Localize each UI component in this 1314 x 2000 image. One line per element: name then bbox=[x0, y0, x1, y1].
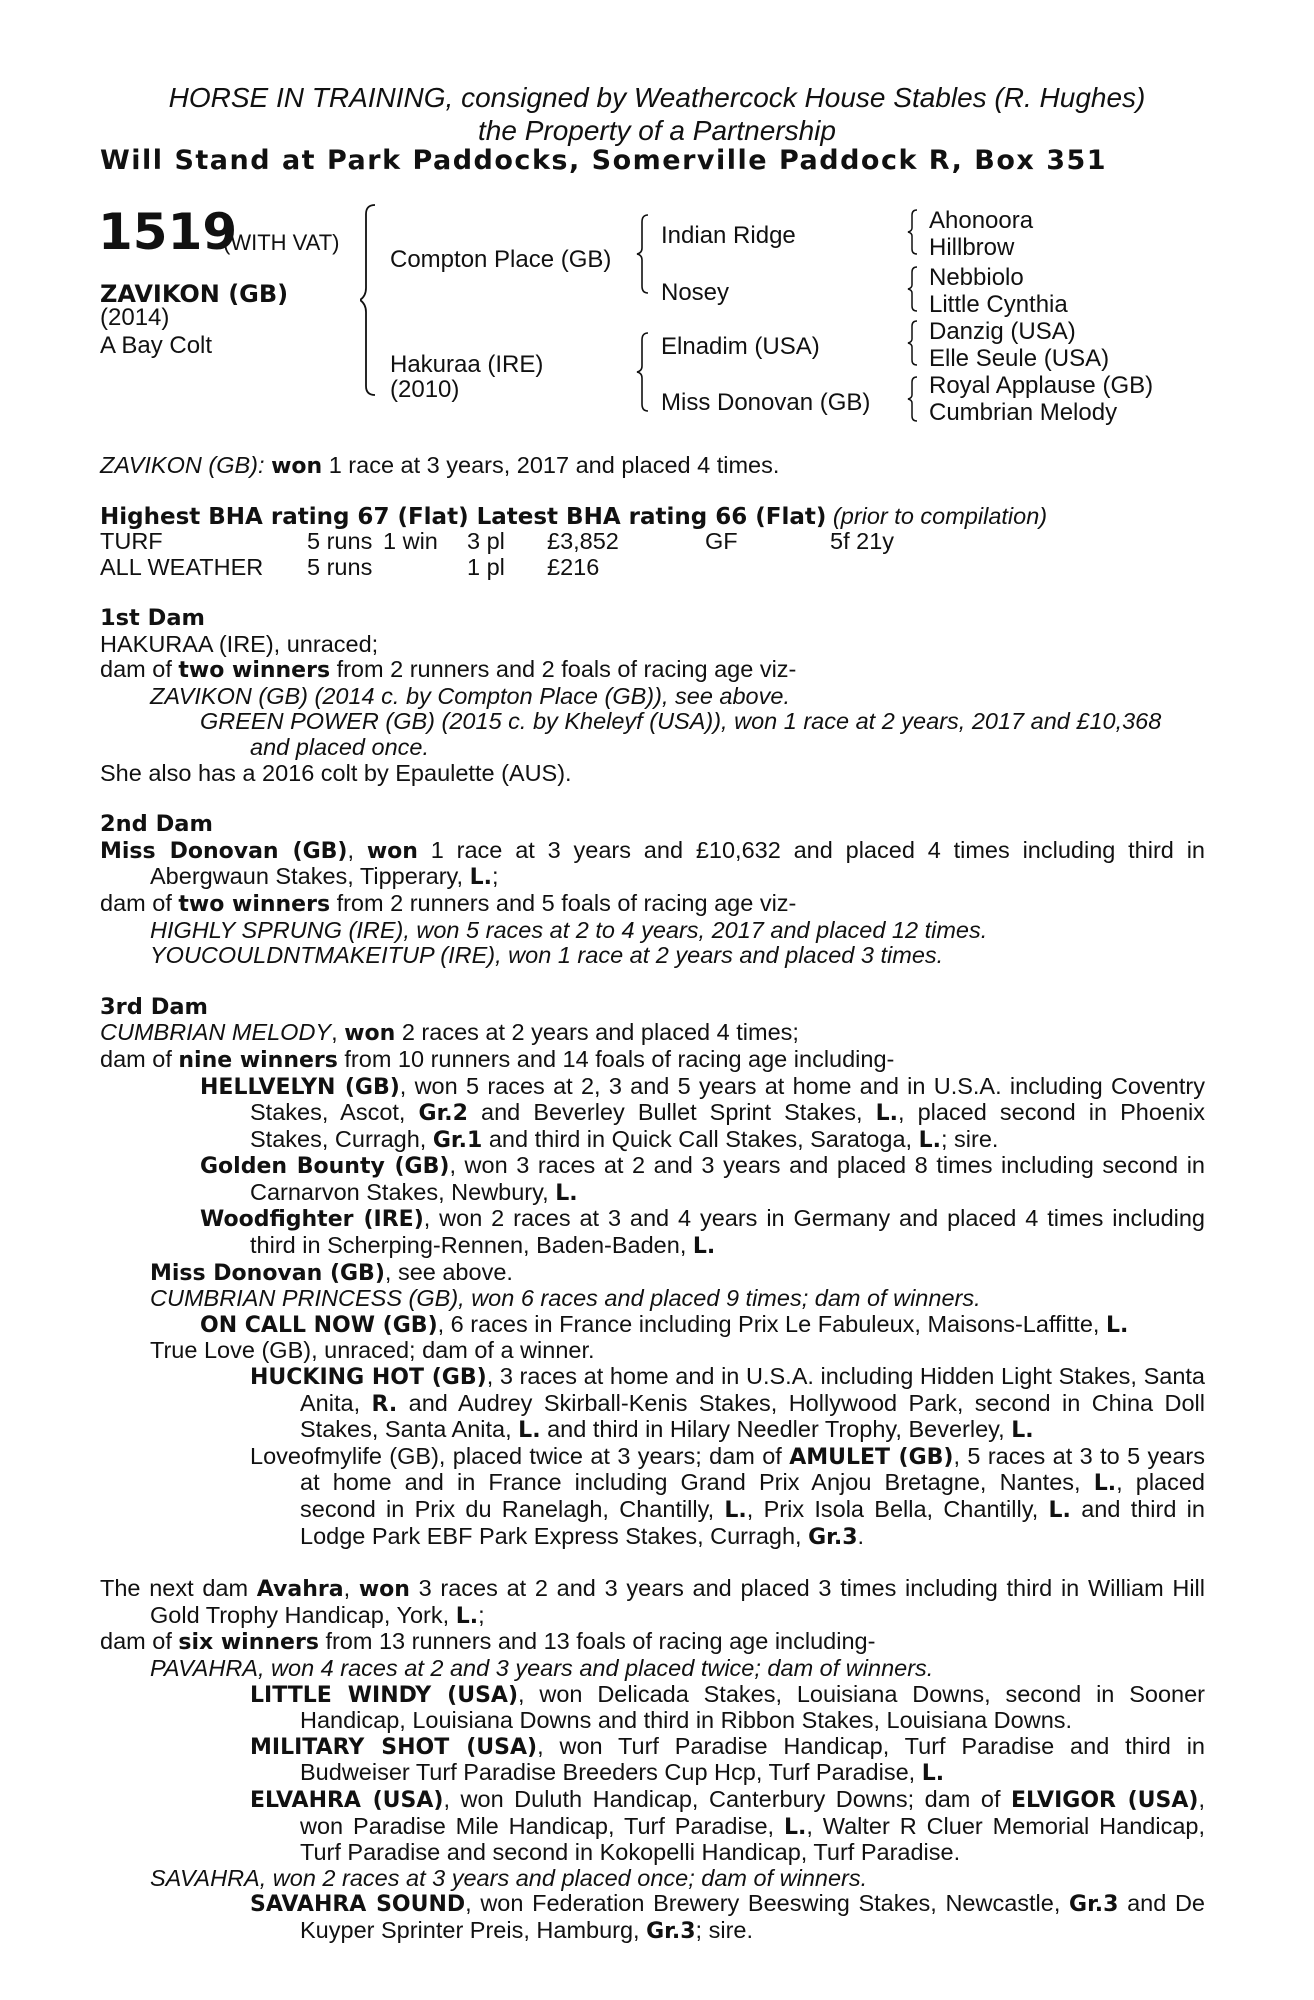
pedigree-g3-8: Cumbrian Melody bbox=[929, 399, 1118, 426]
text: , placed second in Phoenix Stakes, Curragh, bbox=[250, 1099, 1206, 1152]
text-bold: L. bbox=[783, 1814, 807, 1840]
first-dam-line: HAKURAA (IRE), unraced; bbox=[100, 630, 379, 657]
text-bold: ELVAHRA (USA) bbox=[250, 1787, 444, 1813]
summary-colon: : bbox=[258, 452, 265, 478]
text: and Audrey Skirball-Kenis Stakes, Hollywood Park, second in China Doll Stakes, Santa Anita, bbox=[300, 1389, 1205, 1443]
record-row-turf bbox=[100, 529, 894, 555]
pedigree-dam-sire: Elnadim (USA) bbox=[661, 333, 820, 360]
text-bold: nine winners bbox=[178, 1047, 338, 1073]
text: and Beverley Bullet Sprint Stakes, bbox=[467, 1099, 876, 1126]
second-dam-line bbox=[100, 838, 1205, 891]
pedigree-g3-6: Elle Seule (USA) bbox=[929, 345, 1110, 372]
text: 1 race at 3 years and £10,632 and placed 4 times including third in Abergwaun Stakes, Tipperary, bbox=[150, 836, 1205, 890]
text-bold: ON CALL NOW (GB) bbox=[200, 1312, 438, 1338]
pedigree-g3-4: Little Cynthia bbox=[929, 291, 1068, 318]
text: . bbox=[857, 1522, 865, 1549]
text: , bbox=[347, 836, 367, 863]
text-bold: Miss Donovan (GB) bbox=[100, 838, 348, 864]
text: , bbox=[331, 1019, 345, 1046]
record-placed: 3 pl bbox=[467, 528, 505, 554]
record-row-all-weather bbox=[100, 555, 894, 581]
second-dam-heading: 2nd Dam bbox=[100, 811, 213, 838]
text: from 10 runners and 14 foals of racing age including- bbox=[337, 1045, 895, 1072]
racing-record bbox=[100, 529, 894, 580]
text-bold: L. bbox=[921, 1761, 945, 1787]
text-bold: Gr.1 bbox=[432, 1127, 483, 1153]
next-dam-produce-line bbox=[100, 1629, 1205, 1656]
first-dam-produce-line bbox=[100, 657, 1205, 684]
text: dam of bbox=[100, 1628, 179, 1655]
horse-year: (2014) bbox=[100, 304, 170, 331]
pedigree-brace-g3-1 bbox=[906, 207, 920, 257]
text: ; sire. bbox=[940, 1125, 999, 1152]
text: , won Delicada Stakes, Louisiana Downs, second in Sooner Handicap, Louisiana Downs and third in Ribbon Stakes, Louisiana Downs. bbox=[300, 1680, 1205, 1734]
text-bold: Woodfighter (IRE) bbox=[200, 1207, 424, 1233]
summary-rest: 1 race at 3 years, 2017 and placed 4 times. bbox=[322, 452, 780, 478]
text-bold: Gr.2 bbox=[418, 1101, 468, 1127]
race-summary bbox=[100, 452, 779, 479]
text: , bbox=[343, 1575, 359, 1602]
record-runs: 5 runs bbox=[307, 528, 373, 554]
text: , 6 races in France including Prix Le Fabuleux, Maisons-Laffitte, bbox=[437, 1310, 1106, 1337]
text-bold: L. bbox=[555, 1180, 578, 1206]
pedigree-notes bbox=[100, 606, 1205, 1945]
third-dam-grandfoal-hucking-hot bbox=[100, 1364, 1205, 1444]
text: , won Turf Paradise Handicap, Turf Paradise and third in Budweiser Turf Paradise Breeders Cup Hcp, Turf Paradise, bbox=[300, 1732, 1205, 1786]
pedigree-g3-7: Royal Applause (GB) bbox=[929, 372, 1154, 399]
second-dam-foal-1: HIGHLY SPRUNG (IRE), won 5 races at 2 to 4 years, 2017 and placed 12 times. bbox=[150, 916, 988, 943]
first-dam-heading: 1st Dam bbox=[100, 605, 205, 631]
record-going: GF bbox=[705, 528, 738, 554]
pedigree-sire-dam: Nosey bbox=[661, 279, 730, 306]
pedigree-sire-sire: Indian Ridge bbox=[661, 222, 796, 249]
text-bold: L. bbox=[1105, 1312, 1129, 1338]
third-dam-grandfoal-on-call-now bbox=[100, 1312, 1205, 1339]
bha-rating bbox=[100, 503, 1047, 530]
second-dam-produce-line bbox=[100, 891, 1205, 918]
text-bold: L. bbox=[518, 1418, 541, 1444]
horse-description: A Bay Colt bbox=[100, 332, 213, 359]
text-bold: ELVIGOR (USA) bbox=[1011, 1787, 1199, 1813]
third-dam-produce-line bbox=[100, 1047, 1205, 1074]
text-bold: L. bbox=[469, 865, 492, 891]
text-bold: Avahra bbox=[256, 1577, 344, 1603]
text: and De Kuyper Sprinter Preis, Hamburg, bbox=[300, 1890, 1205, 1943]
text: Loveofmylife (GB), placed twice at 3 years; dam of bbox=[250, 1442, 790, 1469]
text: and third in Lodge Park EBF Park Express Stakes, Curragh, bbox=[300, 1496, 1205, 1549]
pedigree-dam-year: (2010) bbox=[390, 376, 460, 403]
text-bold: Gr.3 bbox=[1069, 1892, 1119, 1918]
next-dam-grandfoal-elvahra bbox=[100, 1787, 1205, 1866]
text: , placed second in Prix du Ranelagh, Chantilly, bbox=[300, 1469, 1206, 1522]
text-bold: Golden Bounty (GB) bbox=[200, 1154, 450, 1180]
third-dam-foal-miss-donovan bbox=[100, 1260, 1205, 1287]
text: , won 3 races at 2 and 3 years and placed 8 times including second in Carnarvon Stakes, Newbury, bbox=[250, 1152, 1205, 1205]
header-property: the Property of a Partnership bbox=[478, 115, 836, 146]
text: and third in Quick Call Stakes, Saratoga, bbox=[482, 1125, 919, 1152]
text-bold: Gr.3 bbox=[646, 1918, 696, 1944]
text-bold: L. bbox=[455, 1603, 479, 1629]
text: , 3 races at home and in U.S.A. including Hidden Light Stakes, Santa Anita, bbox=[300, 1363, 1205, 1416]
third-dam-foal-true-love: True Love (GB), unraced; dam of a winner. bbox=[150, 1337, 595, 1364]
third-dam-foal-cumbrian-princess: CUMBRIAN PRINCESS (GB), won 6 races and placed 9 times; dam of winners. bbox=[150, 1285, 981, 1312]
text-italic: CUMBRIAN MELODY bbox=[100, 1019, 332, 1046]
third-dam-line bbox=[100, 1020, 1205, 1047]
pedigree-g3-1: Ahonoora bbox=[929, 207, 1034, 234]
text-bold: SAVAHRA SOUND bbox=[250, 1892, 466, 1918]
record-prize: £3,852 bbox=[547, 528, 619, 554]
text: The next dam bbox=[100, 1575, 257, 1602]
pedigree-sire: Compton Place (GB) bbox=[390, 246, 612, 273]
pedigree-brace-sire bbox=[636, 212, 652, 296]
text: dam of bbox=[100, 656, 179, 683]
text-bold: L. bbox=[1011, 1418, 1034, 1444]
pedigree-dam: Hakuraa (IRE) bbox=[390, 351, 544, 378]
text-bold: L. bbox=[918, 1127, 941, 1153]
text-bold: HELLVELYN (GB) bbox=[200, 1074, 400, 1100]
text-bold: won bbox=[366, 838, 418, 864]
pedigree-brace-g3-4 bbox=[906, 374, 920, 424]
horse-name: ZAVIKON (GB) bbox=[100, 280, 289, 308]
text-bold: two winners bbox=[178, 891, 331, 917]
pedigree-g3-5: Danzig (USA) bbox=[929, 318, 1076, 345]
record-distance: 5f 21y bbox=[830, 528, 895, 554]
pedigree-brace-g3-2 bbox=[906, 264, 920, 314]
text: , see above. bbox=[384, 1258, 513, 1285]
summary-won: won bbox=[271, 454, 323, 479]
text: , won Paradise Mile Handicap, Turf Paradise, bbox=[300, 1785, 1205, 1839]
text: ; bbox=[491, 863, 499, 890]
text: 2 races at 2 years and placed 4 times; bbox=[395, 1019, 799, 1046]
text-bold: Miss Donovan (GB) bbox=[150, 1260, 385, 1286]
text-bold: L. bbox=[875, 1101, 898, 1127]
text-bold: won bbox=[358, 1577, 410, 1603]
next-dam-grandfoal-military-shot bbox=[100, 1734, 1205, 1787]
text: , won 5 races at 2, 3 and 5 years at home and in U.S.A. including Coventry Stakes, Ascot, bbox=[250, 1072, 1205, 1126]
text: and third in Hilary Needler Trophy, Beverley, bbox=[540, 1416, 1012, 1443]
text: dam of bbox=[100, 889, 179, 916]
next-dam-line bbox=[100, 1576, 1205, 1629]
next-dam-foal-savahra: SAVAHRA, won 2 races at 3 years and placed once; dam of winners. bbox=[150, 1864, 868, 1891]
text: , won Federation Brewery Beeswing Stakes, Newcastle, bbox=[465, 1890, 1070, 1917]
third-dam-heading: 3rd Dam bbox=[100, 993, 208, 1020]
first-dam-note: She also has a 2016 colt by Epaulette (AUS). bbox=[100, 759, 572, 786]
pedigree-g3-3: Nebbiolo bbox=[929, 264, 1024, 291]
text-bold: L. bbox=[692, 1234, 716, 1260]
text: ; bbox=[478, 1601, 485, 1628]
next-dam-grandfoal-little-windy bbox=[100, 1682, 1205, 1734]
record-surface: ALL WEATHER bbox=[100, 553, 264, 580]
record-going bbox=[705, 555, 830, 581]
third-dam-foal-woodfighter bbox=[100, 1206, 1205, 1259]
text-bold: L. bbox=[1048, 1498, 1071, 1523]
text: , Walter R Cluer Memorial Handicap, Turf Paradise and second in Kokopelli Handicap, Turf Paradise. bbox=[300, 1812, 1205, 1866]
text: ; sire. bbox=[695, 1916, 754, 1943]
text-bold: HUCKING HOT (GB) bbox=[250, 1365, 487, 1391]
text: dam of bbox=[100, 1045, 179, 1072]
record-wins bbox=[383, 555, 467, 581]
record-wins: 1 win bbox=[383, 528, 438, 554]
record-surface: TURF bbox=[100, 528, 163, 554]
record-prize: £216 bbox=[547, 553, 600, 580]
pedigree-brace-g3-3 bbox=[906, 318, 920, 368]
third-dam-foal-hellvelyn bbox=[100, 1074, 1205, 1154]
record-placed: 1 pl bbox=[467, 553, 505, 580]
text: , won Duluth Handicap, Canterbury Downs; dam of bbox=[443, 1785, 1012, 1812]
bha-rating-text: Highest BHA rating 67 (Flat) Latest BHA rating 66 (Flat) bbox=[100, 504, 827, 530]
next-dam-grandfoal-savahra-sound bbox=[100, 1891, 1205, 1944]
lot-number: 1519 bbox=[98, 203, 238, 261]
record-runs: 5 runs bbox=[307, 553, 373, 580]
text-bold: six winners bbox=[178, 1630, 319, 1656]
pedigree-dam-dam: Miss Donovan (GB) bbox=[661, 389, 871, 416]
text: from 2 runners and 5 foals of racing age viz- bbox=[330, 889, 797, 916]
third-dam-grandfoal-loveofmylife bbox=[100, 1444, 1205, 1550]
text-bold: won bbox=[344, 1021, 396, 1047]
text-bold: Gr.3 bbox=[808, 1524, 858, 1550]
pedigree-brace-dam bbox=[636, 330, 652, 414]
text-bold: L. bbox=[1093, 1471, 1117, 1497]
text-bold: AMULET (GB) bbox=[789, 1444, 954, 1470]
header-location: Will Stand at Park Paddocks, Somerville Paddock R, Box 351 bbox=[100, 145, 1108, 176]
bha-rating-note: (prior to compilation) bbox=[832, 503, 1048, 529]
text: , won 2 races at 3 and 4 years in Germany and placed 4 times including third in Scherping-Rennen, Baden-Baden, bbox=[250, 1205, 1205, 1259]
text: from 2 runners and 2 foals of racing age viz- bbox=[330, 656, 797, 683]
text-bold: R. bbox=[371, 1391, 398, 1417]
next-dam-foal-pavahra: PAVAHRA, won 4 races at 2 and 3 years and placed twice; dam of winners. bbox=[150, 1654, 934, 1681]
header-consignor: HORSE IN TRAINING, consigned by Weathercock House Stables (R. Hughes) bbox=[168, 82, 1146, 113]
first-dam-foal-1: ZAVIKON (GB) (2014 c. by Compton Place (GB)), see above. bbox=[150, 682, 790, 709]
pedigree-brace-main bbox=[360, 200, 380, 400]
text: , 5 races at 3 to 5 years at home and in France including Grand Prix Anjou Bretagne, Nantes, bbox=[300, 1442, 1205, 1496]
second-dam-foal-2: YOUCOULDNTMAKEITUP (IRE), won 1 race at 2 years and placed 3 times. bbox=[150, 942, 944, 969]
summary-horse: ZAVIKON (GB) bbox=[100, 452, 258, 478]
lot-vat: (WITH VAT) bbox=[223, 230, 340, 255]
text-bold: L. bbox=[724, 1498, 747, 1523]
text: from 13 runners and 13 foals of racing age including- bbox=[318, 1628, 876, 1655]
text-bold: MILITARY SHOT (USA) bbox=[250, 1734, 538, 1760]
text: , Prix Isola Bella, Chantilly, bbox=[746, 1496, 1049, 1522]
third-dam-foal-golden-bounty bbox=[100, 1153, 1205, 1206]
text-bold: LITTLE WINDY (USA) bbox=[250, 1682, 519, 1708]
first-dam-foal-2: GREEN POWER (GB) (2015 c. by Kheleyf (USA)), won 1 race at 2 years, 2017 and £10,368 and placed once. bbox=[200, 708, 1162, 760]
record-distance bbox=[830, 555, 894, 581]
text: 3 races at 2 and 3 years and placed 3 times including third in William Hill Gold Trophy Handicap, York, bbox=[150, 1575, 1206, 1628]
text-bold: two winners bbox=[178, 658, 331, 684]
pedigree-g3-2: Hillbrow bbox=[929, 234, 1015, 261]
